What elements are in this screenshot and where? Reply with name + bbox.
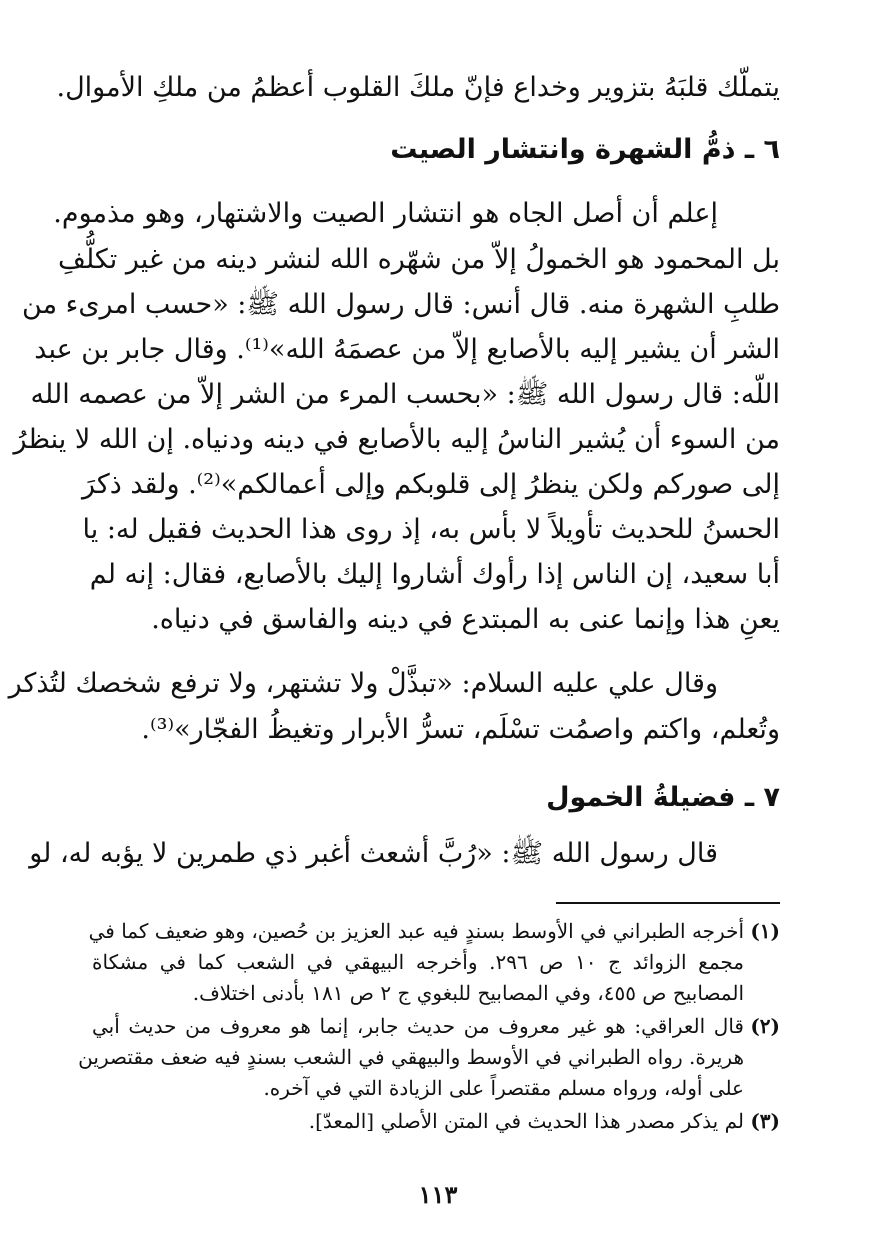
body-line-2: إعلم أن أصل الجاه هو انتشار الصيت والاشتهار، وهو مذموم. [53,198,718,229]
footnote-2-line-1 [92,1011,780,1043]
footnote-1-line-3: المصابيح ص ٤٥٥، وفي المصابيح للبغوي ج ٢ ص ١٨١ بأدنى اختلاف. [192,981,744,1005]
footnote-2-line-2: هريرة. رواه الطبراني في الأوسط والبيهقي في الشعب بسندٍ فيه ضعف مقتصرين [78,1045,744,1069]
footnote-1-line-2: مجمع الزوائد ج ١٠ ص ٢٩٦. وأخرجه البيهقي في الشعب كما في مشكاة [92,950,745,974]
body-line-9: الحسنُ للحديث تأويلاً لا بأس به، إذ روى هذا الحديث فقيل له: يا [82,514,780,545]
body-line-6: اللّه: قال رسول الله ﷺ: «بحسب المرء من الشر إلاّ من عصمه الله [30,379,780,410]
body-line-5: الشر أن يشير إليه بالأصابع إلاّ من عصمَهُ الله»⁽¹⁾. وقال جابر بن عبد [34,334,780,365]
footnote-1-text: أخرجه الطبراني في الأوسط بسندٍ فيه عبد العزيز بن حُصين، وهو ضعيف كما في [88,919,744,943]
footnote-3-line-1 [92,1106,780,1138]
body-line-1: يتملّك قلبَهُ بتزوير وخداع فإنّ ملكَ القلوب أعظمُ من ملكِ الأموال. [56,72,780,103]
footnote-1-number: (١) [750,919,780,943]
body-line-3: بل المحمود هو الخمولُ إلاّ من شهّره الله لنشر دينه من غير تكلُّفِ [58,244,780,275]
footnote-1-line-1 [88,916,780,948]
body-line-8: إلى صوركم ولكن ينظرُ إلى قلوبكم وإلى أعمالكم»⁽²⁾. ولقد ذكرَ [82,469,780,500]
section-heading-6: ٦ ـ ذمُّ الشهرة وانتشار الصيت [390,134,780,165]
body-line-7: من السوء أن يُشير الناسُ إليه بالأصابع في دينه ودنياه. إن الله لا ينظرُ [13,424,780,455]
section-heading-7: ٧ ـ فضيلةُ الخمول [546,782,780,813]
body-line-13: وتُعلم، واكتم واصمُت تسْلَم، تسرُّ الأبرار وتغيظُ الفجّار»⁽³⁾. [141,714,780,745]
footnote-3-number: (٣) [750,1109,780,1133]
body-line-10: أبا سعيد، إن الناس إذا رأوك أشاروا إليك بالأصابع، فقال: إنه لم [89,559,780,590]
body-line-11: يعنِ هذا وإنما عنى به المبتدع في دينه والفاسق في دنياه. [151,604,780,635]
body-line-14: قال رسول الله ﷺ: «رُبَّ أشعث أغبر ذي طمرين لا يؤبه له، لو [29,838,718,869]
footnote-2-number: (٢) [750,1014,780,1038]
body-line-4: طلبِ الشهرة منه. قال أنس: قال رسول الله ﷺ: «حسب امرىء من [22,289,780,320]
footnote-separator [556,902,780,904]
body-line-12: وقال علي عليه السلام: «تبذَّلْ ولا تشتهر، ولا ترفع شخصك لتُذكر [8,668,718,699]
footnote-2-line-3: على أوله، ورواه مسلم مقتصراً على الزيادة التي في آخره. [263,1076,744,1100]
footnote-2-text: قال العراقي: هو غير معروف من حديث جابر، إنما هو معروف من حديث أبي [92,1014,744,1038]
page-number: ١١٣ [418,1180,458,1209]
footnote-3-text: لم يذكر مصدر هذا الحديث في المتن الأصلي [المعدّ]. [308,1109,744,1133]
